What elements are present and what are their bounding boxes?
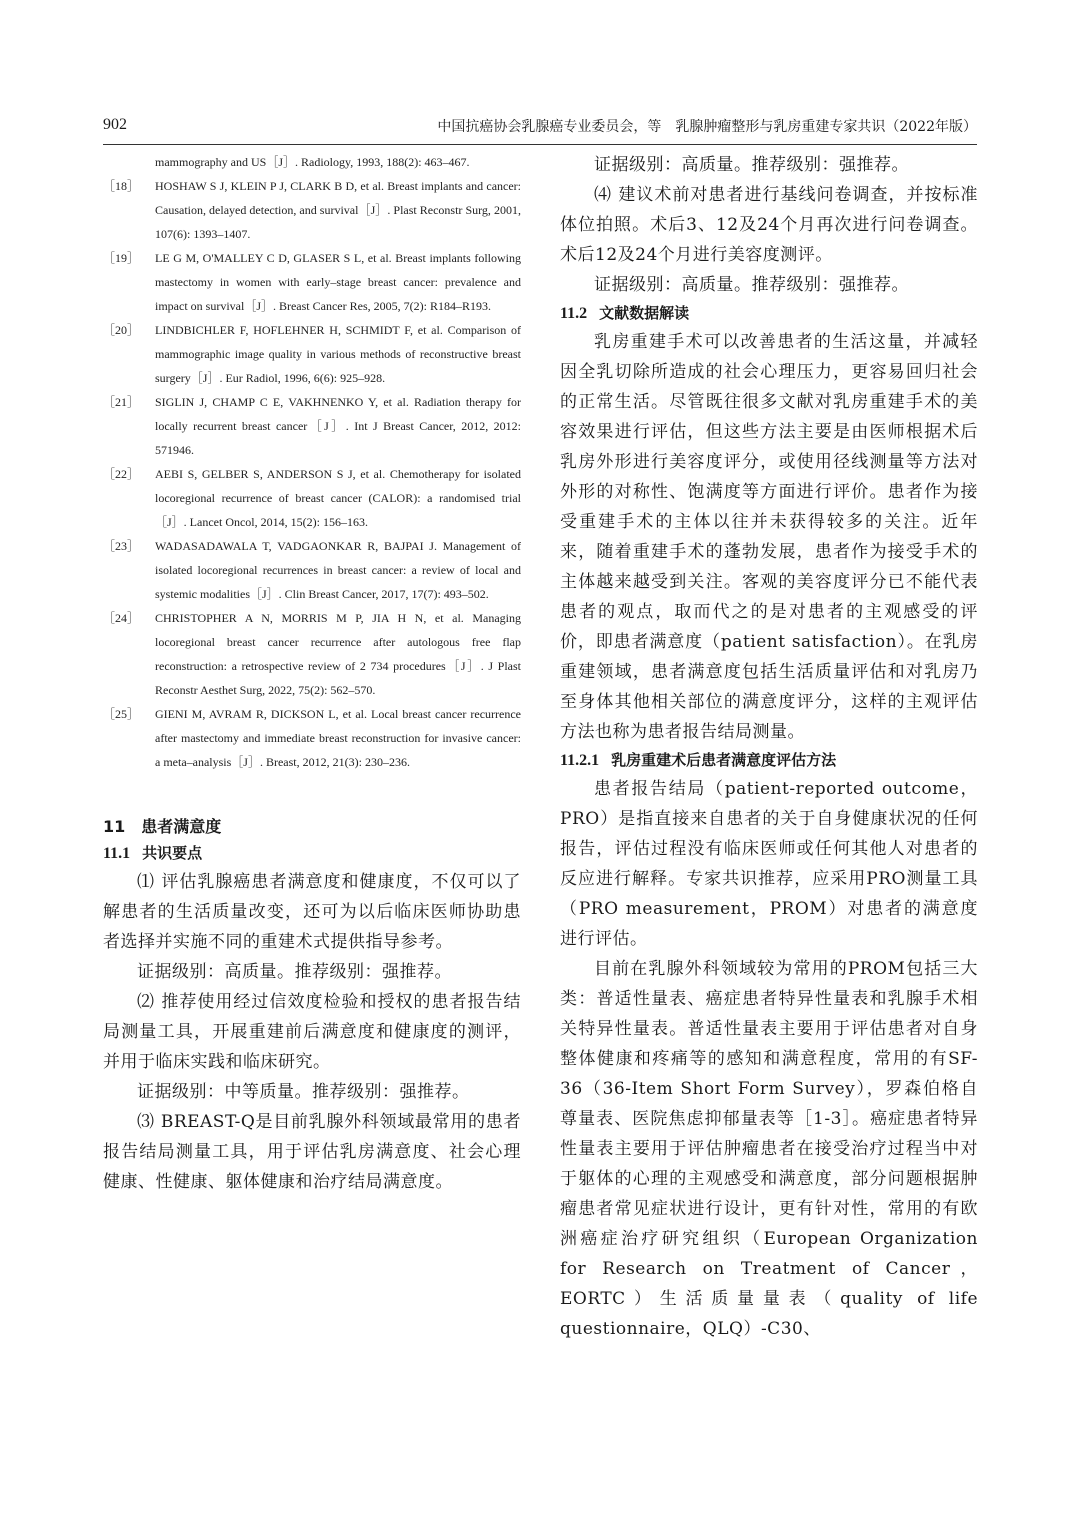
reference-item: ［18］ HOSHAW S J, KLEIN P J, CLARK B D, et al. Breast implants and cancer: Causation, delayed detection, and survival［J］. Plast Reconstr Surg, 2001, 107(6): 1393–1407. <box>103 174 521 246</box>
paragraph: 目前在乳腺外科领域较为常用的PROM包括三大类：普适性量表、癌症患者特异性量表和乳腺手术相关特异性量表。普适性量表主要用于评估患者对自身整体健康和疼痛等的感知和满意程度，常用的有SF-36（36-Item Short Form Survey），罗森伯格自尊量表、医院焦虑抑郁量表等［1-3］。癌症患者特异性量表主要用于评估肿瘤患者在接受治疗过程当中对于躯体的心理的主观感受和满意度，部分问题根据肿瘤患者常见症状进行设计，更有针对性，常用的有欧洲癌症治疗研究组织（European Organization for Research on Treatment of Cancer，EORTC）生活质量量表（quality of life questionnaire，QLQ）-C30、 <box>560 959 978 1339</box>
reference-list <box>103 150 521 774</box>
subsection-number: 11.2 <box>560 305 588 322</box>
reference-item: mammography and US［J］. Radiology, 1993, 188(2): 463–467. <box>155 155 470 169</box>
reference-item: ［25］ GIENI M, AVRAM R, DICKSON L, et al. Local breast cancer recurrence after mastectomy and immediate breast reconstruction for invasive cancer: a meta–analysis［J］. Breast, 2012, 21(3): 230–236. <box>103 702 521 774</box>
left-column <box>103 150 521 1197</box>
running-title: 中国抗癌协会乳腺癌专业委员会，等 乳腺肿瘤整形与乳房重建专家共识（2022年版） <box>437 119 977 135</box>
reference-number: ［20］ <box>103 323 140 337</box>
reference-number: ［24］ <box>103 611 140 625</box>
evidence-level: 证据级别：高质量。推荐级别：强推荐。 <box>137 962 452 982</box>
section-heading <box>103 814 521 840</box>
reference-number: ［22］ <box>103 467 140 481</box>
reference-item: ［20］ LINDBICHLER F, HOFLEHNER H, SCHMIDT F, et al. Comparison of mammographic image quality in various methods of reconstructive breast surgery［J］. Eur Radiol, 1996, 6(6): 925–928. <box>103 318 521 390</box>
subsection-title: 共识要点 <box>142 844 203 862</box>
reference-item: ［21］ SIGLIN J, CHAMP C E, VAKHNENKO Y, et al. Radiation therapy for locally recurrent breast cancer［J］. Int J Breast Cancer, 2012, 2012: 571946. <box>103 390 521 462</box>
reference-item: ［24］ CHRISTOPHER A N, MORRIS M P, JIA H N, et al. Managing locoregional breast cancer recurrence after autologous free flap reconstruction: a retrospective review of 2 734 procedures［J］. J Plast Reconstr Aesthet Surg, 2022, 75(2): 562–570. <box>103 606 521 702</box>
reference-number: ［25］ <box>103 707 140 721</box>
running-header <box>103 116 977 145</box>
reference-number: ［21］ <box>103 395 140 409</box>
reference-number: ［19］ <box>103 251 140 265</box>
reference-number: ［23］ <box>103 539 140 553</box>
paragraph: 乳房重建手术可以改善患者的生活这量，并减轻因全乳切除所造成的社会心理压力，更容易回归社会的正常生活。尽管既往很多文献对乳房重建手术的美容效果进行评估，但这些方法主要是由医师根据术后乳房外形进行美容度评分，或使用径线测量等方法对外形的对称性、饱满度等方面进行评价。患者作为接受重建手术的主体以往并未获得较多的关注。近年来，随着重建手术的蓬勃发展，患者作为接受手术的主体越来越受到关注。客观的美容度评分已不能代表患者的观点，取而代之的是对患者的主观感受的评价，即患者满意度（patient satisfaction）。在乳房重建领域，患者满意度包括生活质量评估和对乳房乃至身体其他相关部位的满意度评分，这样的主观评估方法也称为患者报告结局测量。 <box>560 332 978 742</box>
section-number: 11 <box>103 817 126 836</box>
paragraph: ⑷ 建议术前对患者进行基线问卷调查，并按标准体位拍照。术后3、12及24个月再次进行问卷调查。术后12及24个月进行美容度测评。 <box>560 185 978 265</box>
subsection-number: 11.1 <box>103 845 131 862</box>
evidence-level: 证据级别：高质量。推荐级别：强推荐。 <box>594 155 909 175</box>
subsection-heading <box>560 300 978 327</box>
subsection-heading <box>560 747 978 774</box>
paragraph: 患者报告结局（patient-reported outcome，PRO）是指直接来自患者的关于自身健康状况的任何报告，评估过程没有临床医师或任何其他人对患者的反应进行解释。专家共识推荐，应采用PRO测量工具（PRO measurement，PROM）对患者的满意度进行评估。 <box>560 779 978 949</box>
reference-item: ［23］ WADASADAWALA T, VADGAONKAR R, BAJPAI J. Management of isolated locoregional recurrences in breast cancer: a review of local and systemic modalities［J］. Clin Breast Cancer, 2017, 17(7): 493–502. <box>103 534 521 606</box>
subsection-title: 乳房重建术后患者满意度评估方法 <box>611 751 837 769</box>
section-title: 患者满意度 <box>141 817 222 836</box>
reference-item: ［22］ AEBI S, GELBER S, ANDERSON S J, et al. Chemotherapy for isolated locoregional recurrence of breast cancer (CALOR): a randomised trial［J］. Lancet Oncol, 2014, 15(2): 156–163. <box>103 462 521 534</box>
subsection-title: 文献数据解读 <box>599 304 690 322</box>
right-column <box>560 150 978 1344</box>
paragraph: ⑴ 评估乳腺癌患者满意度和健康度，不仅可以了解患者的生活质量改变，还可为以后临床医师协助患者选择并实施不同的重建术式提供指导参考。 <box>103 872 521 952</box>
evidence-level: 证据级别：中等质量。推荐级别：强推荐。 <box>137 1082 470 1102</box>
evidence-level: 证据级别：高质量。推荐级别：强推荐。 <box>594 275 909 295</box>
paragraph: ⑶ BREAST-Q是目前乳腺外科领域最常用的患者报告结局测量工具，用于评估乳房满意度、社会心理健康、性健康、躯体健康和治疗结局满意度。 <box>103 1112 521 1192</box>
page-number: 902 <box>103 116 127 133</box>
subsection-number: 11.2.1 <box>560 752 600 769</box>
subsection-heading <box>103 840 521 867</box>
reference-number: ［18］ <box>103 179 140 193</box>
reference-item: ［19］ LE G M, O'MALLEY C D, GLASER S L, et al. Breast implants following mastectomy in women with early–stage breast cancer: prevalence and impact on survival［J］. Breast Cancer Res, 2005, 7(2): R184–R193. <box>103 246 521 318</box>
paragraph: ⑵ 推荐使用经过信效度检验和授权的患者报告结局测量工具，开展重建前后满意度和健康度的测评，并用于临床实践和临床研究。 <box>103 992 521 1072</box>
